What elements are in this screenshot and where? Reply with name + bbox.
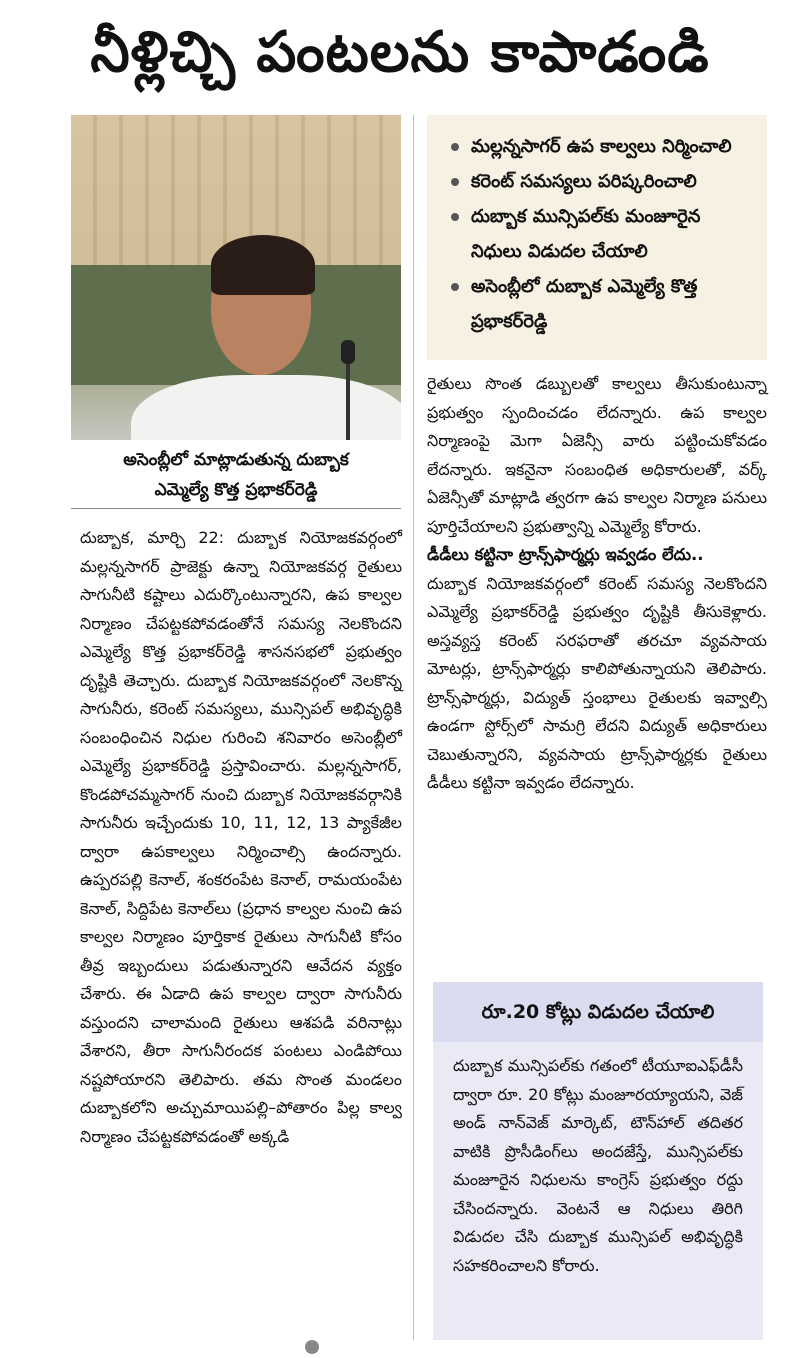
left-column [80,524,402,1151]
highlight-item: మల్లన్నసాగర్ ఉప కాల్వలు నిర్మించాలి [445,129,749,164]
mla-photo [71,115,401,440]
column-divider [413,115,414,1340]
right-column-para2: దుబ్బాక నియోజకవర్గంలో కరెంట్ సమస్య నెలకొందని ఎమ్మెల్యే ప్రభాకర్‌రెడ్డి ప్రభుత్వం దృష్టికి తీసుకెళ్లారు. అస్తవ్యస్త కరెంట్ సరఫరాతో తరచూ వ్యవసాయ మోటర్లు, ట్రాన్స్‌ఫార్మర్లు కాలిపోతున్నాయని తెలిపారు. ట్రాన్స్‌ఫార్మర్లు, విద్యుత్ స్తంభాలు రైతులకు ఇవ్వాల్సి ఉండగా స్టోర్స్‌లో సామగ్రి లేదని విద్యుత్ అధికారులు చెబుతున్నారని, వ్యవసాయ ట్రాన్స్‌ఫార్మర్లకు రైతులు డీడీలు కట్టినా ఇవ్వడం లేదన్నారు. [427,573,767,792]
caption-divider [71,508,401,509]
microphone-icon [341,340,355,364]
right-column-para1: రైతులు సొంత డబ్బులతో కాల్వలు తీసుకుంటున్నా ప్రభుత్వం స్పందించడం లేదన్నారు. ఉప కాల్వల నిర్మాణంపై మెగా ఏజెన్సీ వారు పట్టించుకోవడం లేదన్నారు. ఇకనైనా సంబంధిత అధికారులతో, వర్క్ ఏజెన్సీతో మాట్లాడి త్వరగా ఉప కాల్వల నిర్మాణ పనులు పూర్తిచేయాలని ప్రభుత్వాన్ని ఎమ్మెల్యే కోరారు. [427,374,767,536]
highlights-list [445,129,749,339]
boxed-item [433,982,763,1340]
page-marker-dot [305,1340,319,1354]
boxed-item-title: రూ.20 కోట్లు విడుదల చేయాలి [433,982,763,1042]
highlight-item: అసెంబ్లీలో దుబ్బాక ఎమ్మెల్యే కొత్త ప్రభాకర్‌రెడ్డి [445,269,749,339]
photo-caption-line2: ఎమ్మెల్యే కొత్త ప్రభాకర్‌రెడ్డి [154,480,318,500]
headline: నీళ్లిచ్చి పంటలను కాపాడండి [90,20,710,85]
boxed-item-body: దుబ్బాక మున్సిపల్‌కు గతంలో టీయూఐఎఫ్‌డీసీ ద్వారా రూ. 20 కోట్లు మంజూరయ్యాయని, వెజ్ అండ్ నాన్‌వెజ్ మార్కెట్, టౌన్‌హాల్ తదితర వాటికి ప్రొసీడింగ్‌లు అందజేస్తే, మున్సిపల్‌కు మంజూరైన నిధులను కాంగ్రెస్ ప్రభుత్వం రద్దు చేసిందన్నారు. వెంటనే ఆ నిధులు తిరిగి విడుదల చేసి దుబ్బాక మున్సిపల్ అభివృద్ధికి సహకరించాలని కోరారు. [453,1056,743,1275]
highlights-box [427,115,767,360]
photo-caption [71,445,401,505]
right-column [427,370,767,798]
sub-heading: డీడీలు కట్టినా ట్రాన్స్‌ఫార్మర్లు ఇవ్వడం లేదు.. [427,545,704,564]
photo-caption-line1: అసెంబ్లీలో మాట్లాడుతున్న దుబ్బాక [123,450,349,470]
left-column-body: దుబ్బాక, మార్చి 22: దుబ్బాక నియోజకవర్గంలో మల్లన్నసాగర్ ప్రాజెక్టు ఉన్నా నియోజకవర్గ రైతులు సాగునీటి కష్టాలు ఎదుర్కొంటున్నారని, ఉప కాల్వల నిర్మాణం చేపట్టకపోవడంతోనే సమస్య నెలకొందని ఎమ్మెల్యే కొత్త ప్రభాకర్‌రెడ్డి శాసనసభలో ప్రభుత్వం దృష్టికి తెచ్చారు. దుబ్బాక నియోజకవర్గంలో నెలకొన్న సాగునీరు, కరెంట్ సమస్యలు, మున్సిపల్ అభివృద్ధికి సంబంధించిన నిధుల గురించి శనివారం అసెంబ్లీలో ఎమ్మెల్యే ప్రభాకర్‌రెడ్డి ప్రస్తావించారు. మల్లన్నసాగర్, కొండపోచమ్మసాగర్ నుంచి దుబ్బాక నియోజకవర్గానికి సాగునీరు ఇచ్చేందుకు 10, 11, 12, 13 ప్యాకేజీల ద్వారా ఉపకాల్వలు నిర్మించాల్సి ఉందన్నారు. ఉప్పరపల్లి కెనాల్, శంకరంపేట కెనాల్, రామయంపేట కెనాల్, సిద్దిపేట కెనాల్‌లు (ప్రధాన కాల్వల నుంచి ఉప కాల్వల నిర్మాణం పూర్తికాక రైతులు సాగునీటి కోసం తీవ్ర ఇబ్బందులు పడుతున్నారని ఆవేదన వ్యక్తం చేశారు. ఈ ఏడాది ఉప కాల్వల ద్వారా సాగునీరు వస్తుందని చాలామంది రైతులు ఆశపడి వరినాట్లు వేశారని, తీరా సాగునీరందక పంటలు ఎండిపోయి నష్టపోయారని తెలిపారు. తమ సొంత మండలం దుబ్బాకలోని అచ్చుమాయిపల్లి–పోతారం పిల్ల కాల్వ నిర్మాణం చేపట్టకపోవడంతో అక్కడి [80,528,402,1146]
highlight-item: దుబ్బాక మున్సిపల్‌కు మంజూరైన నిధులు విడుదల చేయాలి [445,199,749,269]
highlight-item: కరెంట్ సమస్యలు పరిష్కరించాలి [445,164,749,199]
